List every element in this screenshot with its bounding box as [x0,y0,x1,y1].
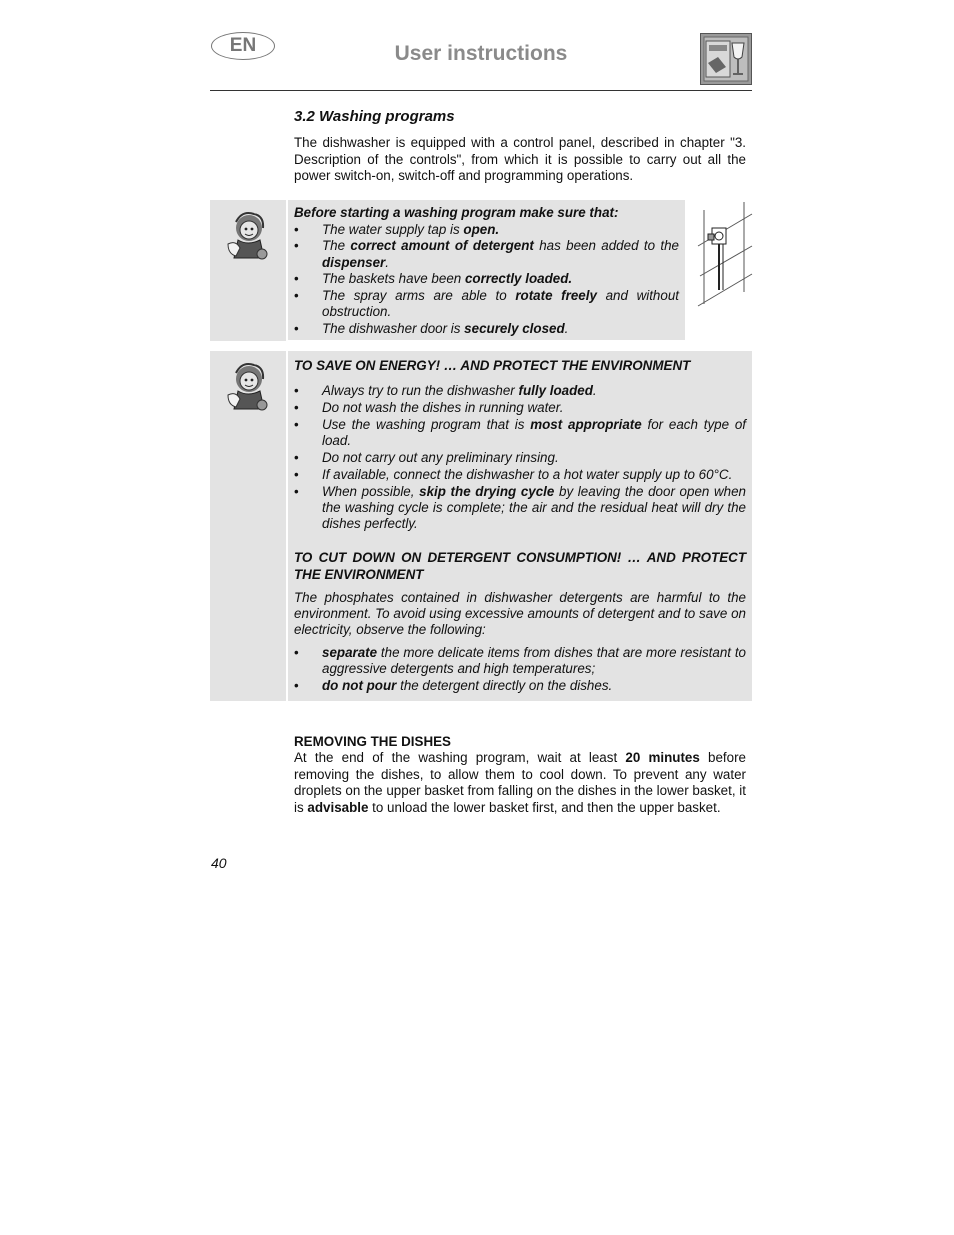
checklist-box [288,200,685,340]
list-item: • Do not carry out any preliminary rinsing. [294,449,746,466]
mascot-cell [210,200,286,341]
list-item: • The baskets have been correctly loaded. [294,271,679,288]
page-header-title: User instructions [394,42,568,65]
checklist [294,222,679,338]
list-item: • If available, connect the dishwasher to a hot water supply up to 60°C. [294,466,746,483]
list-item: • Do not wash the dishes in running water. [294,399,746,416]
section-title: 3.2 Washing programs [294,108,455,125]
list-item: • The dishwasher door is securely closed. [294,321,679,338]
page-number: 40 [211,855,227,871]
environment-tips-box [288,351,752,701]
list-item: • Always try to run the dishwasher fully loaded. [294,382,746,399]
detergent-paragraph: The phosphates contained in dishwasher detergents are harmful to the environment. To avoid using excessive amounts of detergent and to save on electricity, observe the following: [294,589,746,638]
list-item: • do not pour the detergent directly on the dishes. [294,678,746,695]
mascot-icon [222,361,272,415]
list-item: • The spray arms are able to rotate freely and without obstruction. [294,288,679,321]
dishwasher-logo-icon [700,33,752,85]
water-tap-illustration [690,200,754,310]
detergent-heading: TO CUT DOWN ON DETERGENT CONSUMPTION! … AND PROTECT THE ENVIRONMENT [294,549,746,582]
checklist-heading: Before starting a washing program make sure that: [294,205,619,220]
removing-heading: REMOVING THE DISHES [294,734,451,749]
list-item: • The water supply tap is open. [294,222,679,239]
list-item: • The correct amount of detergent has been added to the dispenser. [294,238,679,271]
list-item: • separate the more delicate items from dishes that are more resistant to aggressive detergents and high temperatures; [294,645,746,678]
list-item: • When possible, skip the drying cycle by leaving the door open when the washing cycle is complete; the air and the residual heat will dry the dishes perfectly. [294,484,746,533]
list-item: • Use the washing program that is most appropriate for each type of load. [294,417,746,450]
energy-heading: TO SAVE ON ENERGY! … AND PROTECT THE ENVIRONMENT [294,358,691,373]
removing-paragraph: At the end of the washing program, wait at least 20 minutes before removing the dishes, to allow them to cool down. To prevent any water droplets on the upper basket from falling on the dishes in the lower basket, it is advisable to unload the lower basket first, and then the upper basket. [294,750,746,815]
detergent-tips-list [294,645,746,695]
energy-tips-list [294,382,746,533]
mascot-icon [222,210,272,264]
language-badge: EN [211,32,275,60]
header-divider [210,90,752,91]
intro-paragraph: The dishwasher is equipped with a control panel, described in chapter "3. Description of the controls", from which it is possible to carry out all the power switch-on, switch-off and programming operations. [294,135,746,183]
mascot-cell [210,351,286,701]
